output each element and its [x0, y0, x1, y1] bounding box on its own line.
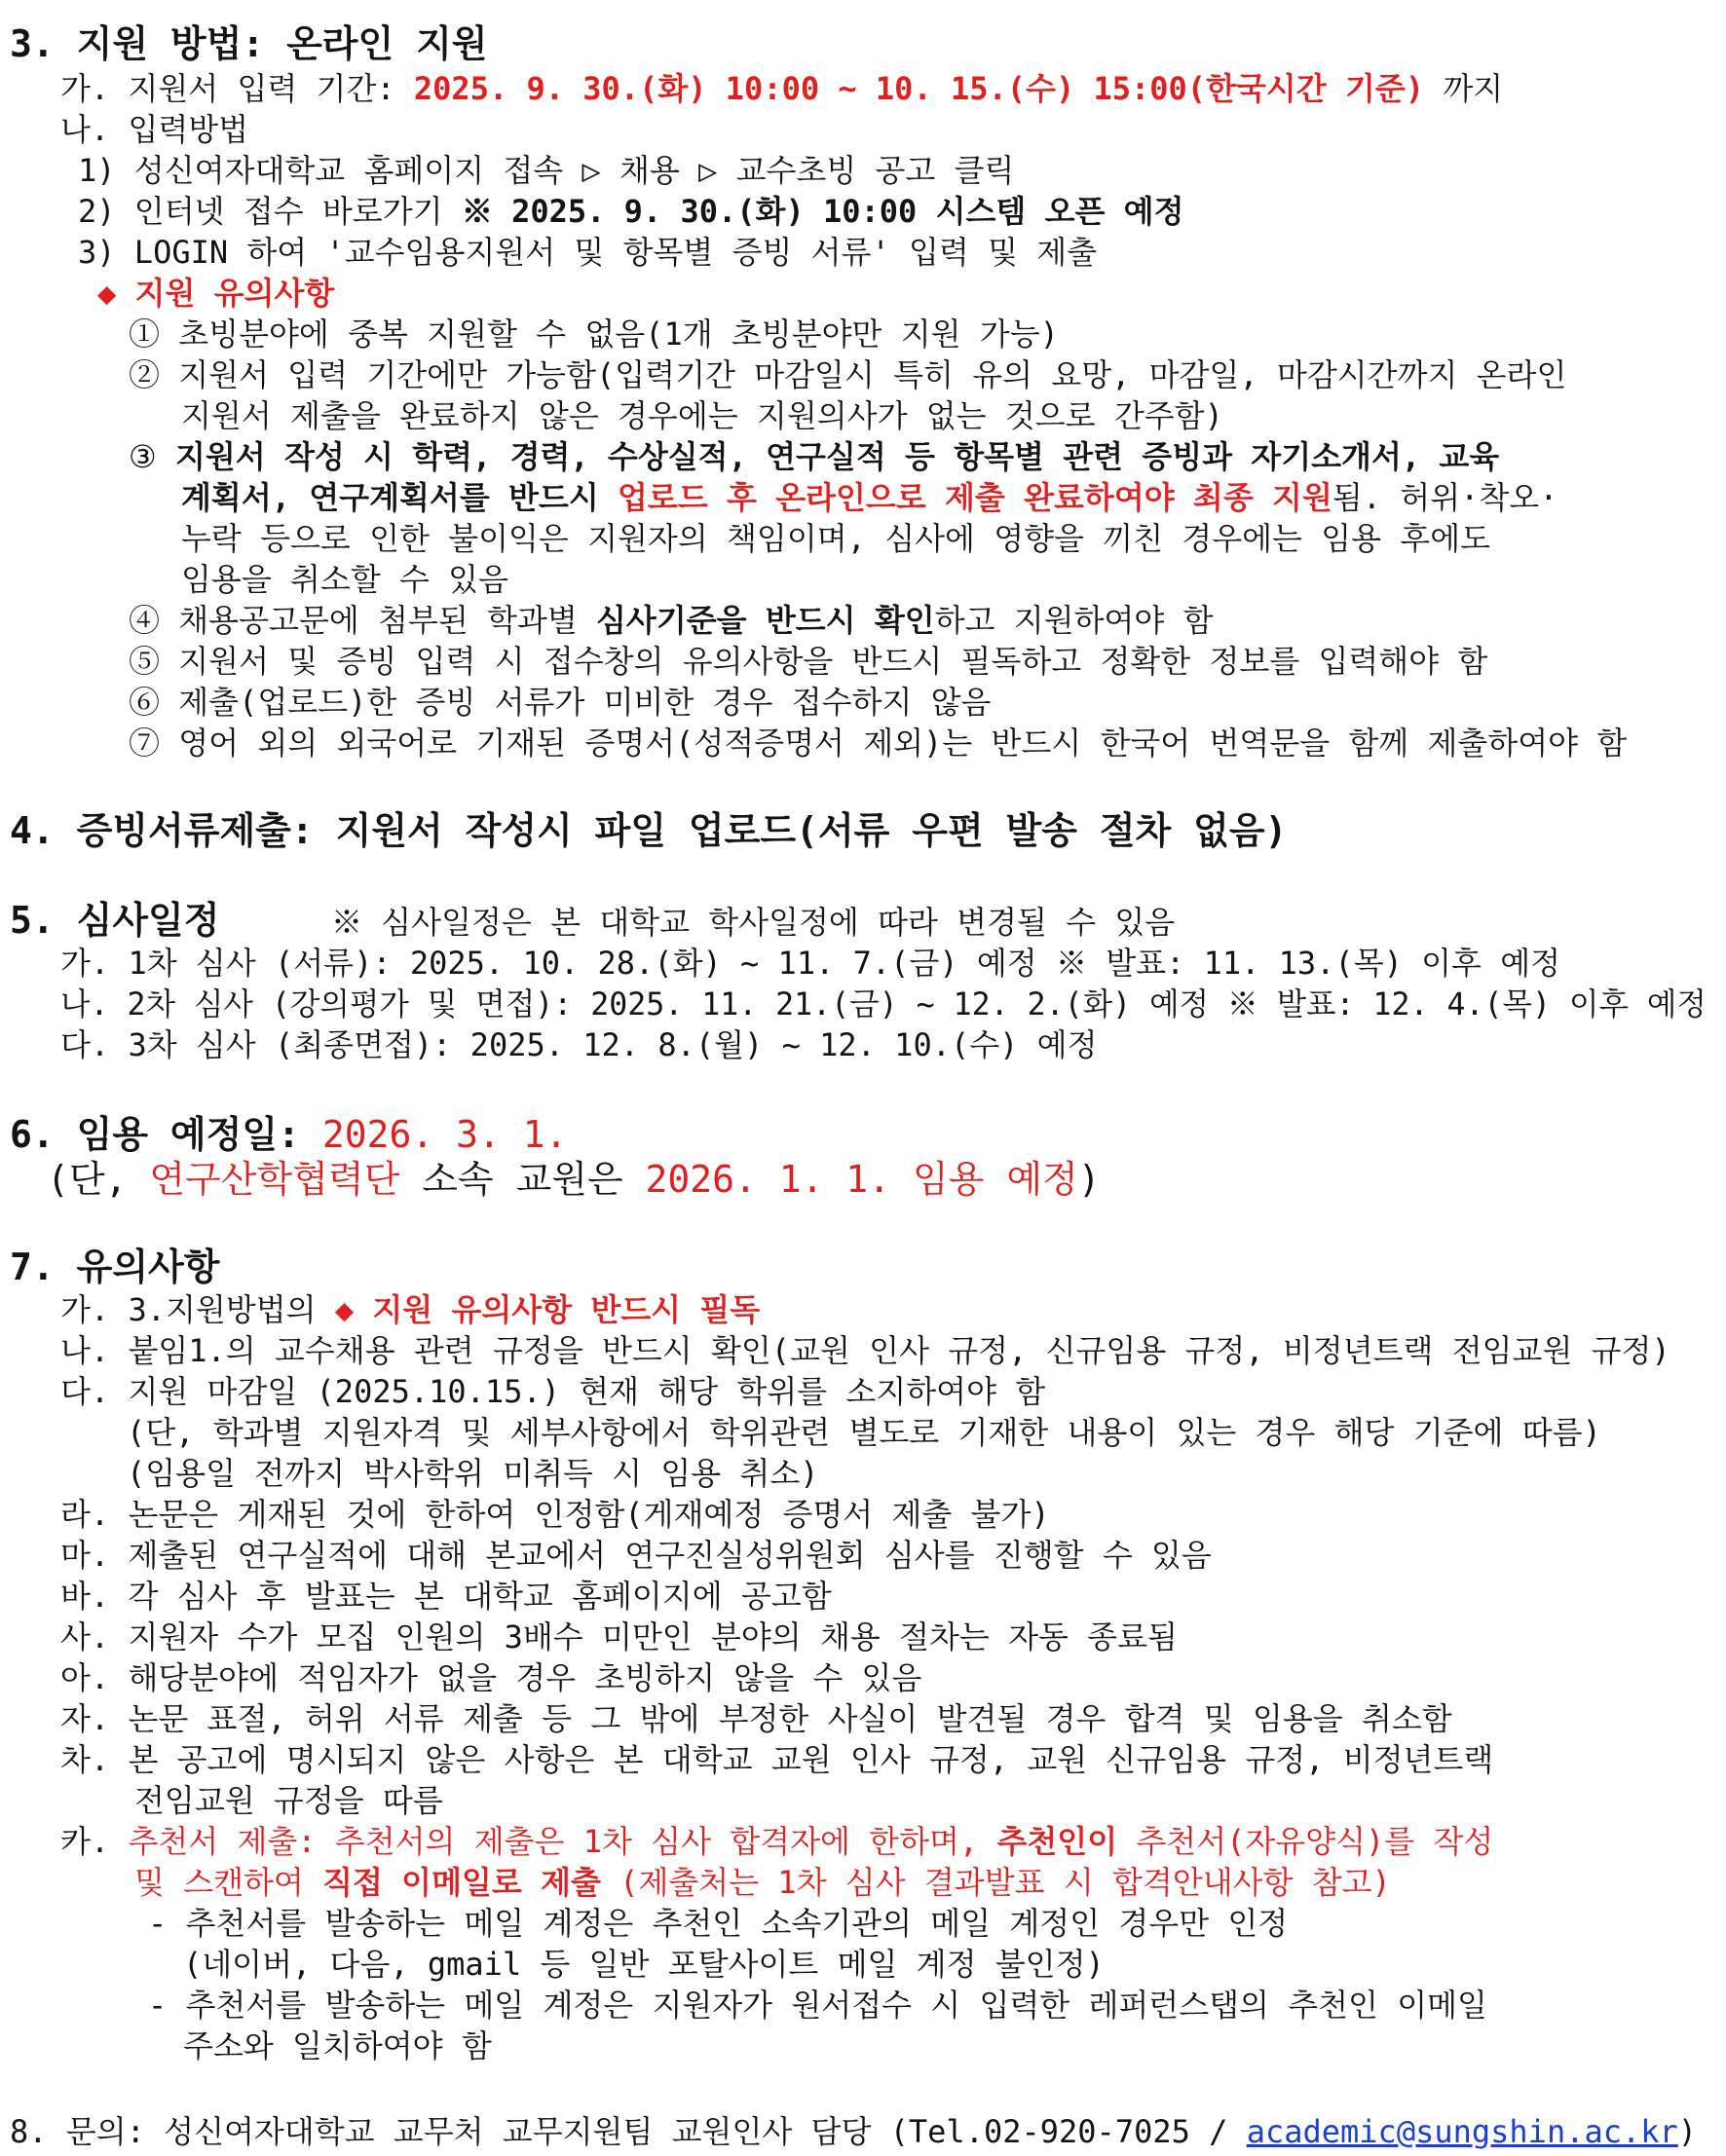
contact-label: 8. 문의: 성신여자대학교 교무처 교무지원팀 교원인사 담당 (Tel.02-920-7025 / — [10, 2113, 1247, 2150]
section-7-title: 7. 유의사항 — [10, 1245, 220, 1288]
review-stage-2: 나. 2차 심사 (강의평가 및 면접): 2025. 11. 21.(금) ~ 12. 2.(화) 예정 ※ 발표: 12. 4.(목) 이후 예정 — [60, 985, 1707, 1022]
input-step-1: 1) 성신여자대학교 홈페이지 접속 ▷ 채용 ▷ 교수초빙 공고 클릭 — [78, 152, 1015, 189]
contact-line — [10, 2111, 1697, 2152]
notice-ka — [60, 1821, 1493, 1862]
notice-da-cont-2: (임용일 전까지 박사학위 미취득 시 임용 취소) — [127, 1455, 819, 1492]
notice-sa: 사. 지원자 수가 모집 인원의 3배수 미만인 분야의 채용 절차는 자동 종료됨 — [60, 1618, 1178, 1655]
exception-date: 2026. 1. 1. 임용 예정 — [645, 1158, 1078, 1201]
submission-reference: (제출처는 1차 심사 결과발표 시 합격안내사항 참고) — [600, 1864, 1391, 1901]
application-period-label: 가. 지원서 입력 기간: — [60, 70, 414, 107]
notice-ga-pre: 가. 3.지원방법의 — [60, 1291, 335, 1328]
notice-ka-cont — [134, 1862, 1391, 1903]
notice-ka-bullet-2: - 추천서를 발송하는 메일 계정은 지원자가 원서접수 시 입력한 레퍼런스탭의 추천인 이메일 — [148, 1987, 1487, 2024]
caution-item-4 — [129, 600, 1214, 641]
final-submission-notice: 업로드 후 온라인으로 제출 완료하여야 최종 지원 — [618, 479, 1332, 516]
application-period-suffix: 까지 — [1424, 70, 1504, 107]
caution-item-3-number: ③ — [129, 438, 175, 475]
exception-mid: 소속 교원은 — [399, 1158, 646, 1201]
notice-ka-label: 카. — [60, 1823, 129, 1860]
application-period-line — [60, 68, 1503, 109]
input-step-2 — [78, 191, 1183, 232]
appointment-date: 2026. 3. 1. — [321, 1113, 568, 1156]
notice-da-cont: (단, 학과별 지원자격 및 세부사항에서 학위관련 별도로 기재한 내용이 있는 경우 해당 기준에 따름) — [127, 1414, 1601, 1451]
recommendation-notice: 추천서 제출: 추천서의 제출은 1차 심사 합격자에 한하며, — [128, 1823, 997, 1860]
input-step-3: 3) LOGIN 하여 '교수임용지원서 및 항목별 증빙 서류' 입력 및 제출 — [78, 234, 1098, 271]
notice-a: 아. 해당분야에 적임자가 없을 경우 초빙하지 않을 수 있음 — [60, 1659, 922, 1696]
caution-item-5: ⑤ 지원서 및 증빙 입력 시 접수창의 유의사항을 반드시 필독하고 정확한 정보를 입력해야 함 — [129, 643, 1488, 680]
scan-text: 및 스캔하여 — [134, 1864, 323, 1901]
caution-item-3-bold: 지원서 작성 시 학력, 경력, 수상실적, 연구실적 등 항목별 관련 증빙과 자기소개서, 교육 — [174, 438, 1500, 475]
review-stage-3: 다. 3차 심사 (최종면접): 2025. 12. 8.(월) ~ 12. 10.(수) 예정 — [60, 1026, 1098, 1063]
input-step-2-label: 2) 인터넷 접수 바로가기 — [78, 193, 462, 230]
exception-open: (단, — [47, 1158, 150, 1201]
notice-cha-cont: 전임교원 규정을 따름 — [134, 1782, 443, 1819]
caution-item-3-suffix: 됨. 허위·착오· — [1332, 479, 1558, 516]
caution-item-3-cont-3: 임용을 취소할 수 있음 — [181, 561, 509, 598]
caution-item-4-pre: ④ 채용공고문에 첨부된 학과별 — [129, 602, 597, 639]
caution-item-1: ① 초빙분야에 중복 지원할 수 없음(1개 초빙분야만 지원 가능) — [129, 316, 1059, 353]
caution-item-3-bold-cont: 계획서, 연구계획서를 반드시 — [181, 479, 619, 516]
notice-ka-bullet-2-cont: 주소와 일치하여야 함 — [183, 2027, 492, 2064]
caution-item-6: ⑥ 제출(업로드)한 증빙 서류가 미비한 경우 접수하지 않음 — [129, 684, 992, 721]
input-method-heading: 나. 입력방법 — [60, 111, 249, 148]
exception-close: ) — [1077, 1158, 1101, 1201]
caution-item-2-cont: 지원서 제출을 완료하지 않은 경우에는 지원의사가 없는 것으로 간주함) — [181, 397, 1223, 434]
notice-ja: 자. 논문 표절, 허위 서류 제출 등 그 밖에 부정한 사실이 발견될 경우 합격 및 임용을 취소함 — [60, 1700, 1452, 1737]
application-period-dates: 2025. 9. 30.(화) 10:00 ~ 10. 15.(수) 15:00(한국시간 기준) — [413, 70, 1425, 107]
notice-ma: 마. 제출된 연구실적에 대해 본교에서 연구진실성위원회 심사를 진행할 수 있음 — [60, 1537, 1212, 1574]
notice-ga — [60, 1289, 760, 1330]
caution-item-4-bold: 심사기준을 반드시 확인 — [596, 602, 935, 639]
notice-cha: 차. 본 공고에 명시되지 않은 사항은 본 대학교 교원 인사 규정, 교원 신규임용 규정, 비정년트랙 — [60, 1741, 1494, 1778]
caution-item-4-post: 하고 지원하여야 함 — [934, 602, 1214, 639]
notice-ga-red: ◆ 지원 유의사항 반드시 필독 — [334, 1291, 761, 1328]
recommendation-form: 추천서(자유양식)를 작성 — [1117, 1823, 1494, 1860]
caution-item-3-cont-2: 누락 등으로 인한 불이익은 지원자의 책임이며, 심사에 영향을 끼친 경우에는 임용 후에도 — [181, 520, 1491, 557]
caution-item-7: ⑦ 영어 외의 외국어로 기재된 증명서(성적증명서 제외)는 반드시 한국어 번역문을 함께 제출하여야 함 — [129, 725, 1628, 762]
notice-da: 다. 지원 마감일 (2025.10.15.) 현재 해당 학위를 소지하여야 함 — [60, 1373, 1046, 1410]
notice-ra: 라. 논문은 게재된 것에 한하여 인정함(게재예정 증명서 제출 불가) — [60, 1496, 1050, 1533]
schedule-note: ※ 심사일정은 본 대학교 학사일정에 따라 변경될 수 있음 — [331, 904, 1176, 941]
section-3-title: 3. 지원 방법: 온라인 지원 — [10, 22, 488, 65]
appointment-exception — [47, 1157, 1101, 1202]
recommender-bold: 추천인이 — [996, 1823, 1118, 1860]
notice-ka-bullet-1-cont: (네이버, 다음, gmail 등 일반 포탈사이트 메일 계정 불인정) — [183, 1946, 1105, 1983]
system-open-notice: ※ 2025. 9. 30.(화) 10:00 시스템 오픈 예정 — [461, 193, 1184, 230]
section-5-title: 5. 심사일정 — [10, 899, 220, 942]
review-stage-1: 가. 1차 심사 (서류): 2025. 10. 28.(화) ~ 11. 7.(금) 예정 ※ 발표: 11. 13.(목) 이후 예정 — [60, 945, 1561, 982]
caution-item-2: ② 지원서 입력 기간에만 가능함(입력기간 마감일시 특히 유의 요망, 마감일, 마감시간까지 온라인 — [129, 356, 1567, 393]
notice-ba: 바. 각 심사 후 발표는 본 대학교 홈페이지에 공고함 — [60, 1578, 832, 1615]
notice-na: 나. 붙임1.의 교수채용 관련 규정을 반드시 확인(교원 인사 규정, 신규임용 규정, 비정년트랙 전임교원 규정) — [60, 1332, 1670, 1369]
contact-email-link[interactable]: academic@sungshin.ac.kr — [1246, 2113, 1678, 2150]
research-foundation: 연구산학협력단 — [149, 1158, 400, 1201]
caution-item-3 — [129, 436, 1499, 477]
section-6-title — [10, 1112, 567, 1157]
caution-title: ◆ 지원 유의사항 — [97, 275, 335, 312]
section-4-title: 4. 증빙서류제출: 지원서 작성시 파일 업로드(서류 우편 발송 절차 없음) — [10, 809, 1288, 852]
contact-close: ) — [1677, 2113, 1698, 2150]
direct-email-bold: 직접 이메일로 제출 — [322, 1864, 601, 1901]
appointment-date-label: 6. 임용 예정일: — [10, 1113, 322, 1156]
caution-item-3-cont — [181, 477, 1557, 518]
notice-ka-bullet-1: - 추천서를 발송하는 메일 계정은 추천인 소속기관의 메일 계정인 경우만 인정 — [148, 1905, 1289, 1942]
